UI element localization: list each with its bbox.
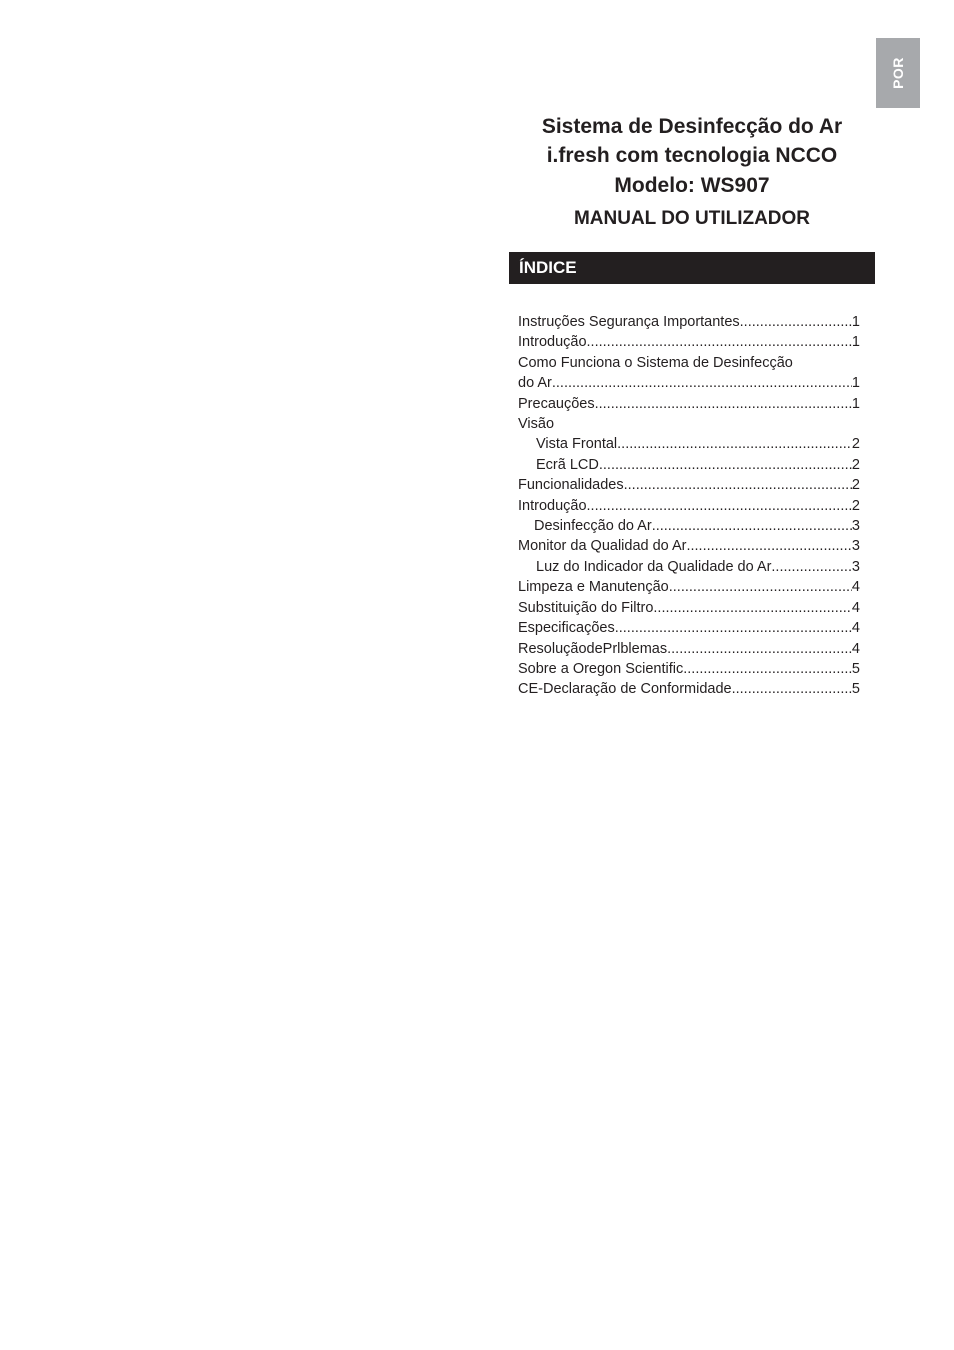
title-model: Modelo: WS907 — [614, 174, 770, 197]
toc-entry[interactable] — [518, 516, 860, 536]
title-line-2: i.fresh com tecnologia NCCO — [546, 144, 838, 167]
toc-entry-page: 2 — [851, 436, 860, 453]
toc-entry-label: Introdução — [518, 497, 587, 514]
toc-entry-page: 4 — [851, 620, 860, 637]
toc-entry[interactable] — [518, 618, 860, 638]
language-tab-label: POR — [890, 57, 906, 89]
toc-leader — [652, 516, 852, 536]
toc-entry-label: Instruções Segurança Importantes — [518, 314, 740, 330]
toc-entry-label: Substituição do Filtro — [518, 599, 654, 616]
toc-leader — [617, 434, 852, 454]
toc-leader — [653, 598, 852, 618]
toc-entry[interactable] — [518, 312, 860, 332]
index-heading: ÍNDICE — [519, 258, 577, 277]
toc-entry-page: 3 — [851, 538, 860, 555]
toc-leader — [669, 577, 852, 597]
toc-leader — [552, 373, 852, 393]
toc-entry-label: Como Funciona o Sistema de Desinfecção — [518, 354, 793, 371]
toc-entry[interactable] — [518, 434, 860, 454]
toc-entry-page: 4 — [851, 640, 860, 657]
toc-leader — [732, 679, 852, 699]
toc-entry-page: 2 — [851, 456, 860, 473]
toc-entry[interactable] — [518, 414, 860, 434]
toc-leader — [615, 618, 852, 638]
toc-entry-label: do Ar — [518, 375, 552, 392]
toc-entry[interactable] — [518, 455, 860, 475]
toc-entry-label: Limpeza e Manutenção — [518, 579, 669, 596]
toc-entry[interactable] — [518, 496, 860, 516]
toc-entry-page: 1 — [851, 375, 860, 392]
toc-entry-label: ResoluçãodePrlblemas — [518, 640, 668, 657]
toc-entry-page: 4 — [851, 579, 860, 596]
toc-entry[interactable] — [518, 353, 860, 373]
toc-entry[interactable] — [518, 373, 860, 393]
toc-entry[interactable] — [518, 332, 860, 352]
toc-entry[interactable] — [518, 679, 860, 699]
toc-entry-page: 3 — [851, 558, 860, 575]
title-manual: MANUAL DO UTILIZADOR — [573, 208, 811, 229]
title-line-1: Sistema de Desinfecção do Ar — [541, 115, 843, 138]
toc-leader — [624, 475, 852, 495]
toc-entry-page: 5 — [851, 660, 860, 677]
toc-entry-page: 5 — [851, 681, 860, 698]
toc-entry-label: Sobre a Oregon Scientific — [518, 660, 684, 677]
toc-entry[interactable] — [518, 639, 860, 659]
toc-entry-label: Luz do Indicador da Qualidade do Ar — [536, 558, 772, 575]
table-of-contents — [518, 312, 860, 700]
toc-entry-page: 1 — [851, 334, 860, 351]
toc-entry[interactable] — [518, 659, 860, 679]
toc-entry[interactable] — [518, 557, 860, 577]
toc-entry-label: Especificações — [518, 620, 615, 637]
toc-leader — [587, 496, 852, 516]
language-tab — [876, 38, 920, 108]
toc-entry-page: 1 — [851, 314, 860, 330]
toc-leader — [667, 639, 852, 659]
toc-entry[interactable] — [518, 394, 860, 414]
toc-entry-page: 2 — [851, 497, 860, 514]
toc-entry-page: 1 — [851, 395, 860, 412]
toc-entry-label: Monitor da Qualidad do Ar — [518, 538, 687, 555]
index-heading-bar — [509, 252, 875, 284]
toc-leader — [771, 557, 852, 577]
toc-entry-label: Introdução — [518, 334, 587, 351]
toc-entry[interactable] — [518, 577, 860, 597]
toc-entry-page: 3 — [851, 518, 860, 535]
toc-entry-label: Visão — [518, 416, 555, 433]
toc-entry[interactable] — [518, 598, 860, 618]
toc-entry[interactable] — [518, 536, 860, 556]
toc-entry-label: Funcionalidades — [518, 477, 624, 494]
toc-leader — [683, 659, 852, 679]
toc-entry-page: 2 — [851, 477, 860, 494]
toc-entry-label: Vista Frontal — [536, 436, 618, 453]
toc-leader — [595, 394, 852, 414]
toc-entry-label: Precauções — [518, 395, 595, 412]
toc-entry-label: Desinfecção do Ar — [534, 518, 652, 535]
toc-entry[interactable] — [518, 475, 860, 495]
toc-leader — [599, 455, 852, 475]
toc-entry-label: Ecrã LCD — [536, 456, 599, 473]
title-block — [509, 112, 875, 231]
toc-leader — [686, 536, 851, 556]
toc-entry-page: 4 — [851, 599, 860, 616]
toc-leader — [740, 312, 852, 332]
toc-leader — [587, 332, 852, 352]
toc-entry-label: CE-Declaração de Conformidade — [518, 681, 732, 698]
